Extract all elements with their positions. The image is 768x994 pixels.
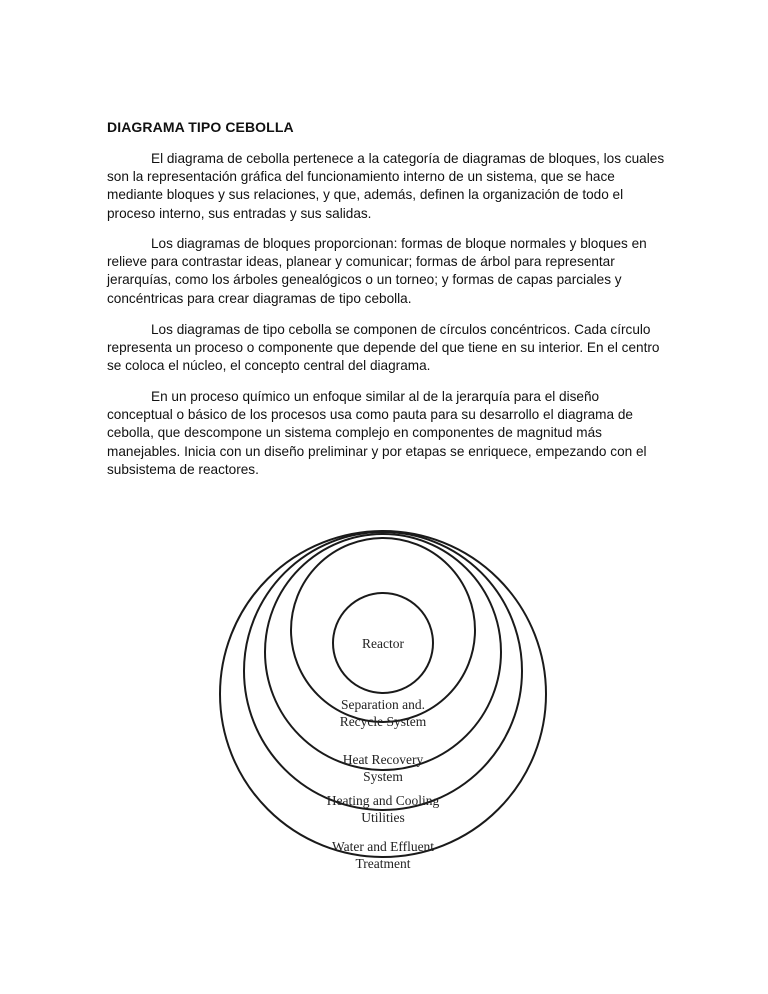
circle-utilities [244, 532, 522, 810]
label-utilities-line1: Heating and Cooling [326, 793, 440, 808]
label-water-effluent-line1: Water and Effluent [331, 839, 435, 854]
label-reactor: Reactor [362, 636, 404, 651]
circle-water-effluent [220, 531, 546, 857]
paragraph-2: Los diagramas de bloques proporcionan: formas de bloque normales y bloques en relieve para contrastar ideas, planear y comunicar; formas de árbol para representar jerarquías, como los árboles genealógicos o un torneo; y formas de capas parciales y concéntricas para crear diagramas de tipo cebolla. [107, 236, 647, 306]
label-separation-line1: Separation and. [341, 697, 425, 712]
label-heat-recovery-line2: System [363, 769, 403, 784]
label-heat-recovery-line1: Heat Recovery [342, 752, 424, 767]
label-water-effluent-line2: Treatment [355, 856, 411, 871]
document-title: DIAGRAMA TIPO CEBOLLA [107, 119, 294, 135]
circle-reactor [333, 593, 433, 693]
paragraph-1: El diagrama de cebolla pertenece a la categoría de diagramas de bloques, los cuales son la representación gráfica del funcionamiento interno de un sistema, que se hace mediante bloques y sus relaciones, y que, además, definen la organización de todo el proceso interno, sus entradas y sus salidas. [107, 151, 665, 221]
paragraph-4: En un proceso químico un enfoque similar al de la jerarquía para el diseño conceptual o básico de los procesos usa como pauta para su desarrollo el diagrama de cebolla, que descompone un sistema complejo en componentes de magnitud más manejables. Inicia con un diseño preliminar y por etapas se enriquece, empezando con el subsistema de reactores. [107, 389, 647, 477]
label-utilities-line2: Utilities [361, 810, 405, 825]
paragraph-3: Los diagramas de tipo cebolla se componen de círculos concéntricos. Cada círculo representa un proceso o componente que depende del que tiene en su interior. En el centro se coloca el núcleo, el concepto central del diagrama. [107, 322, 660, 374]
circle-separation [291, 538, 475, 722]
circle-heat-recovery [265, 534, 501, 770]
label-separation-line2: Recycle System [339, 714, 427, 729]
